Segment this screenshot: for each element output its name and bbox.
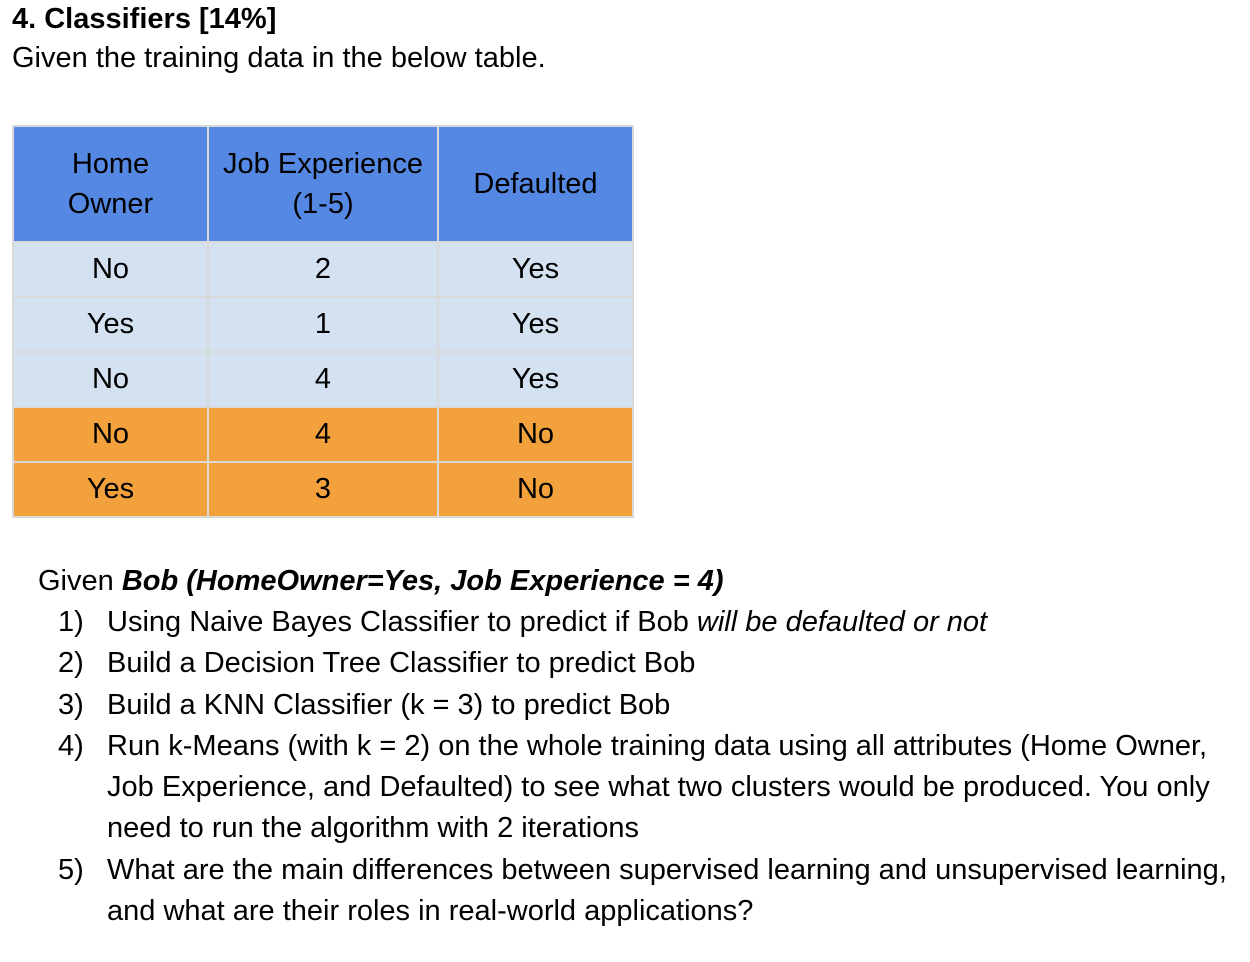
header-line: Home (71, 148, 150, 180)
cell-defaulted: No (438, 407, 633, 462)
task-emphasis: will be defaulted or not (696, 606, 988, 638)
table-header-row (13, 126, 633, 242)
header-home-owner (13, 126, 208, 242)
table-row (13, 462, 633, 517)
list-item (52, 643, 1242, 684)
task-list (52, 602, 1242, 932)
cell-defaulted: Yes (438, 242, 633, 297)
cell-job-experience: 2 (208, 242, 438, 297)
task-number: 2) (58, 647, 84, 680)
task-text: Using Naive Bayes Classifier to predict if Bob (107, 606, 697, 638)
training-data-table (12, 125, 634, 518)
table-row (13, 297, 633, 352)
cell-job-experience: 4 (208, 407, 438, 462)
list-item (52, 850, 1242, 933)
list-item (52, 602, 1242, 643)
question-line (38, 561, 724, 602)
question-prefix: Given (38, 565, 122, 597)
cell-job-experience: 1 (208, 297, 438, 352)
cell-job-experience: 3 (208, 462, 438, 517)
cell-defaulted: Yes (438, 297, 633, 352)
cell-defaulted: Yes (438, 352, 633, 407)
task-text: What are the main differences between supervised learning and unsupervised learning, and what are their roles in real-world applications? (107, 853, 1227, 928)
cell-defaulted: No (438, 462, 633, 517)
header-defaulted (438, 126, 633, 242)
list-item (52, 726, 1242, 850)
intro-text: Given the training data in the below table. (12, 42, 546, 74)
list-item (52, 685, 1242, 726)
task-number: 1) (58, 606, 84, 638)
cell-home-owner: Yes (13, 462, 208, 517)
task-number: 3) (58, 688, 84, 721)
header-job-experience (208, 126, 438, 242)
task-number: 5) (58, 853, 84, 886)
cell-job-experience: 4 (208, 352, 438, 407)
header-line: (1-5) (292, 188, 354, 220)
task-text: Build a Decision Tree Classifier to predict Bob (107, 647, 696, 680)
cell-home-owner: Yes (13, 297, 208, 352)
header-line: Owner (67, 188, 154, 220)
task-text: Build a KNN Classifier (k = 3) to predict Bob (107, 688, 671, 721)
table-row (13, 352, 633, 407)
task-text: Run k-Means (with k = 2) on the whole training data using all attributes (Home Owner, Job Experience, and Defaulted) to see what two clusters would be produced. You only need to run the algorithm with 2 iterations (107, 729, 1210, 845)
task-number: 4) (58, 729, 84, 762)
header-line: Job Experience (223, 148, 423, 180)
section-heading: 4. Classifiers [14%] (12, 3, 277, 35)
table-row (13, 407, 633, 462)
cell-home-owner: No (13, 407, 208, 462)
header-line: Defaulted (473, 168, 598, 200)
cell-home-owner: No (13, 352, 208, 407)
question-subject: Bob (HomeOwner=Yes, Job Experience = 4) (121, 565, 724, 597)
cell-home-owner: No (13, 242, 208, 297)
table-row (13, 242, 633, 297)
